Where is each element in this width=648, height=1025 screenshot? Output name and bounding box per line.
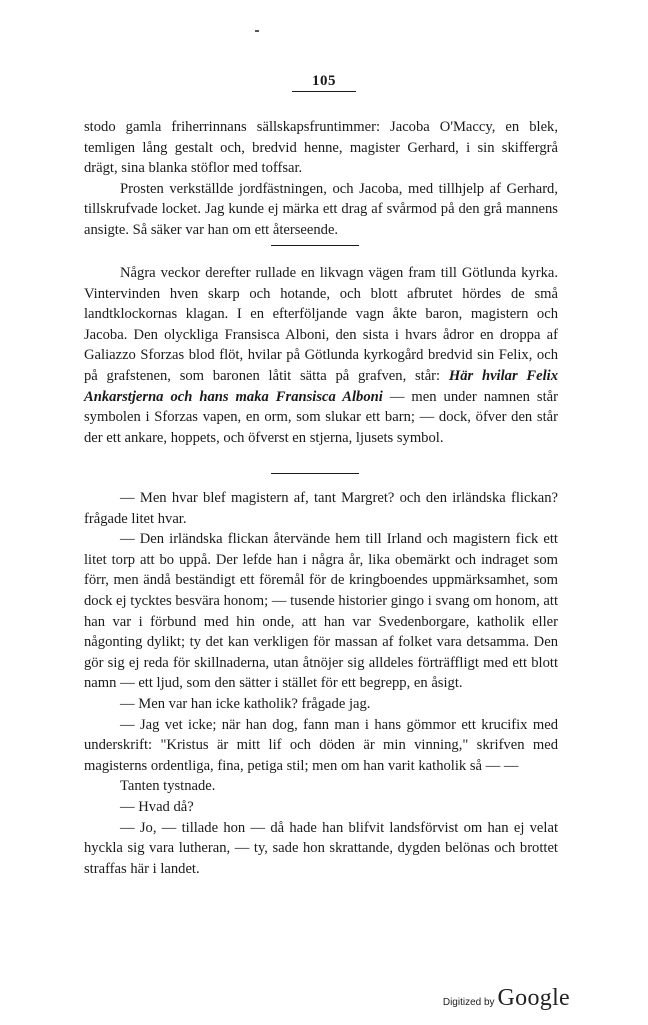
paragraph: — Men hvar blef magistern af, tant Margret? och den irländska flickan? frågade litet hvar.: [84, 490, 558, 527]
paragraph: — Jag vet icke; när han dog, fann man i hans gömmor ett krucifix med underskrift: "Kristus är mitt lif och döden är min vinning," skrifven med magisterns ordentliga, fina, petiga stil; men om han varit katholik så — —: [84, 716, 558, 774]
paragraph: Prosten verkställde jordfästningen, och Jacoba, med tillhjelp af Gerhard, tillskrufvade locket. Jag kunde ej märka ett drag af svårmod på den grå mannens ansigte. Så säker var han om ett återseende.: [84, 180, 558, 238]
page-number: 105: [292, 72, 356, 92]
paragraph: [84, 263, 558, 448]
paragraph: — Jo, — tillade hon — då hade han blifvit landsförvist om han ej velat hyckla sig vara lutheran, — ty, sade hon skrattande, dygden belönas och brottet straffas här i landet.: [84, 819, 558, 877]
section-dialogue: [84, 488, 558, 879]
paragraph: Tanten tystnade.: [120, 778, 216, 795]
digitized-label: Digitized by: [442, 997, 495, 1008]
paragraph: stodo gamla friherrinnans sällskapsfruntimmer: Jacoba O'Maccy, en blek, temligen lång gestalt och, bredvid henne, magister Gerhard, i sin skiffergrå drägt, sina blanka stöflor med toffsar.: [84, 119, 558, 177]
section-divider: [271, 473, 359, 474]
digitized-by-watermark: [443, 985, 570, 1012]
paragraph: — Den irländska flickan återvände hem till Irland och magistern fick ett litet torp att bo uppå. Der lefde han i några år, lika obemärkt och indraget som förr, men ändå beständigt ett föremål för de kringboendes uppmärksamhet, som dock ej tycktes besvära honom; — tusende historier gingo i svang om honom, att han var i förbund med hin onde, att han var Svedenborgare, katholik eller någonting dylikt; ty det kan verkligen för massan af folket vara detsamma. Den gör sig ej reda för skillnaderna, utan åtnöjer sig alldeles förträffligt med ett blott namn — ett ljud, som den sätter i stället för ett begrepp, en åsigt.: [84, 531, 558, 692]
gravestone-inscription: Här hvilar Felix Ankarstjerna och hans maka Fransisca Alboni: [84, 367, 559, 405]
paragraph: — Hvad då?: [120, 798, 194, 815]
paragraph: — Men var han icke katholik? frågade jag.: [120, 695, 371, 712]
google-logo: Google: [497, 985, 570, 1011]
paragraph-text: — men under namnen står symbolen i Sforzas vapen, en orm, som slukar ett barn; — dock, öfver den står der ett ankare, hoppets, och öfverst en stjerna, ljusets symbol.: [84, 388, 558, 446]
page-header: [0, 72, 648, 92]
scan-mark: [255, 30, 259, 32]
section-burial: [84, 263, 558, 448]
section-funeral: [84, 117, 558, 241]
section-divider: [271, 245, 359, 246]
paragraph-text: Några veckor derefter rullade en likvagn vägen fram till Götlunda kyrka. Vintervinden hven skarp och hotande, och blott afbrutet hördes de små landtklockornas klagan. I en efterföljande vagn åkte baron, magistern och Jacoba. Den olyckliga Fransisca Alboni, den sista i hvars ådror en droppa af Galiazzo Sforzas blod flöt, hvilar på Götlunda kyrkogård bredvid sin Felix, och på grafstenen, som baronen låtit sätta på grafven, står:: [84, 265, 558, 384]
